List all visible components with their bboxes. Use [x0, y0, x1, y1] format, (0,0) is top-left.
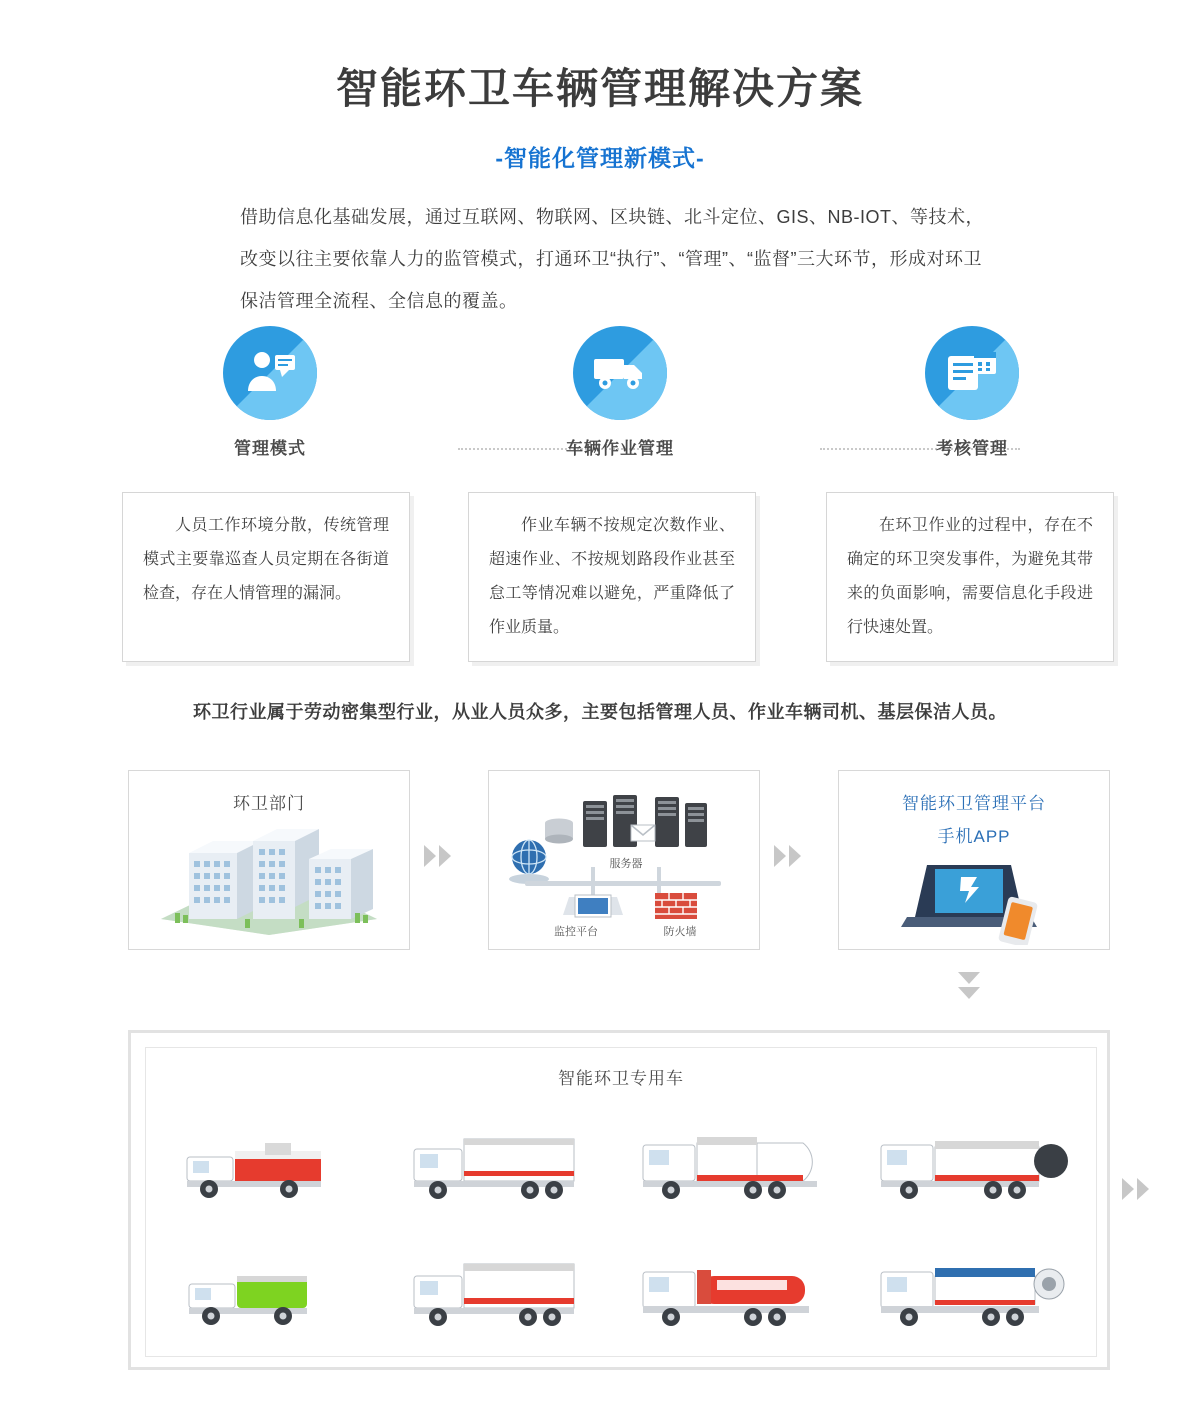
trucks-inner-frame [145, 1047, 1097, 1357]
server-text-label: 服务器 [609, 858, 643, 870]
truck-grid [146, 1104, 1098, 1358]
topic-label: 车辆作业管理 [566, 439, 674, 458]
problem-card [468, 492, 756, 662]
flow-arrow-1 [424, 845, 451, 867]
monitor-platform-label: 监控平台 [554, 926, 598, 938]
topics-row [120, 326, 1080, 466]
truck-item[interactable] [622, 1231, 860, 1358]
intro-paragraph: 借助信息化基础发展，通过互联网、物联网、区块链、北斗定位、GIS、NB-IOT、等技术，改变以往主要依靠人力的监管模式，打通环卫“执行”、“管理”、“监督”三大环节，形成对环卫保洁管理全流程、全信息的覆盖。 [240, 207, 985, 311]
firewall-label: 防火墙 [663, 926, 697, 938]
panel-title: 智能环卫专用车 [558, 1069, 684, 1088]
problem-card-text: 人员工作环境分散，传统管理模式主要靠巡查人员定期在各街道检查，存在人情管理的漏洞。 [143, 517, 389, 602]
panel-server-infrastructure [488, 770, 760, 950]
panel-subtitle: 手机APP [937, 827, 1011, 846]
panel-sanitation-department [128, 770, 410, 950]
truck-item[interactable] [622, 1104, 860, 1231]
page-title: 智能环卫车辆管理解决方案 [335, 65, 864, 112]
truck-icon [573, 326, 667, 420]
truck-item[interactable] [384, 1104, 622, 1231]
summary-text: 环卫行业属于劳动密集型行业，从业人员众多，主要包括管理人员、作业车辆司机、基层保洁人员。 [193, 702, 1007, 722]
topic-assessment-management [872, 326, 1072, 459]
buildings-illustration [149, 819, 389, 939]
topic-management-mode [170, 326, 370, 459]
problem-card-text: 作业车辆不按规定次数作业、超速作业、不按规划路段作业甚至怠工等情况难以避免，严重降低了作业质量。 [489, 517, 735, 636]
page-subtitle: -智能化管理新模式- [495, 145, 705, 171]
problem-card [826, 492, 1114, 662]
flow-arrow-down [958, 972, 980, 999]
manager-icon [223, 326, 317, 420]
flow-arrow-2 [774, 845, 801, 867]
panel-title: 智能环卫管理平台 [902, 794, 1046, 813]
panel-title: 环卫部门 [233, 794, 305, 813]
topic-label: 考核管理 [936, 439, 1008, 458]
panel-smart-platform [838, 770, 1110, 950]
truck-item[interactable] [860, 1231, 1098, 1358]
clipboard-calendar-icon [925, 326, 1019, 420]
problem-card [122, 492, 410, 662]
topic-label: 管理模式 [234, 439, 306, 458]
laptop-phone-illustration [883, 855, 1083, 945]
truck-item[interactable] [384, 1231, 622, 1358]
flow-arrow-3 [1122, 1178, 1149, 1200]
truck-item[interactable] [860, 1104, 1098, 1231]
truck-item[interactable] [146, 1231, 384, 1358]
truck-item[interactable] [146, 1104, 384, 1231]
problem-card-text: 在环卫作业的过程中，存在不确定的环卫突发事件，为避免其带来的负面影响，需要信息化手段进行快速处置。 [847, 517, 1093, 636]
panel-smart-sanitation-vehicles [128, 1030, 1110, 1370]
problem-cards [0, 492, 1200, 672]
topic-vehicle-operation [520, 326, 720, 459]
